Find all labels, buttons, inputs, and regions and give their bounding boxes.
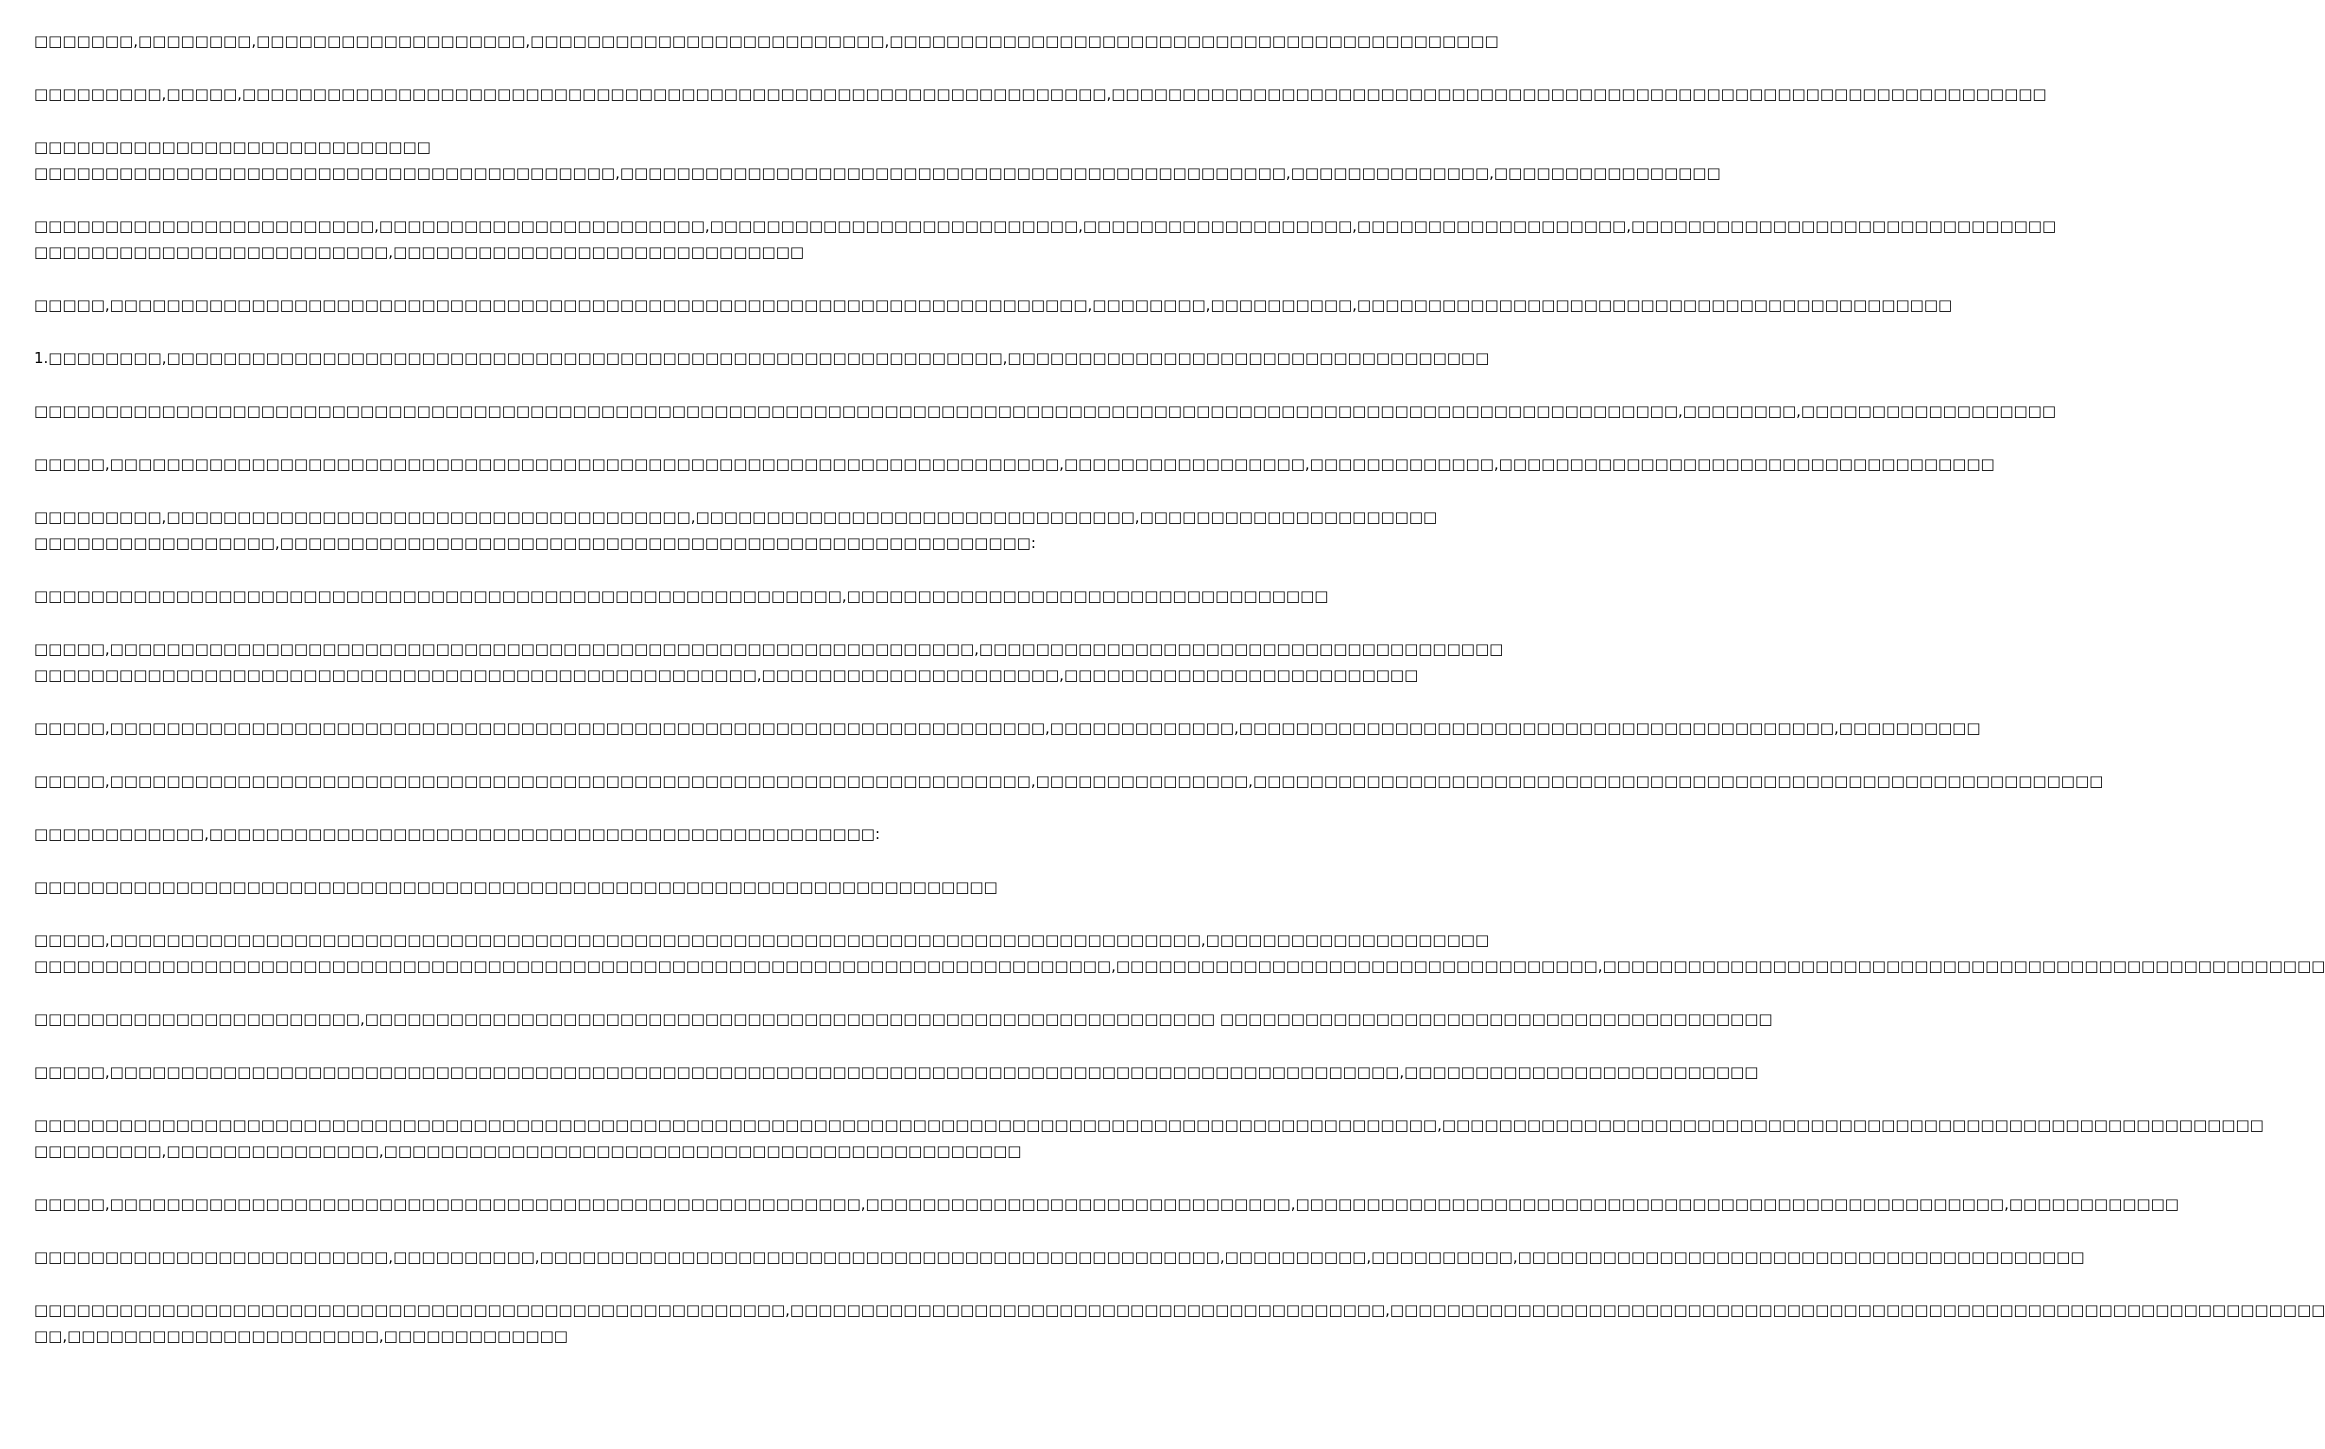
paragraph-line: □□□□□,□□□□□□□□□□□□□□□□□□□□□□□□□□□□□□□□□□□□□□□□□□□□□□□□□□□□□□□□□□□□□□□□□□□□□□□□□□□□□□□□□□□□□□□□□□□,□□□□□□□□□□□□□□□□□□□□□□□□□ [34,1063,1759,1081]
paragraph-line: □□□□□□□□□□□□□□□□□□□□□□□□□□□□□□□□□□□□□□□□□□□□□□□□□□□□□□□□□□□□□□□□□□□□□□□□□□□□□□□□□□□□□□□□□□□□□□□□□□□,□□□□□□□□□□□□□□□□□□□□□□□□□□□□□□□□□□□□□□□□□□□□□□□□□□□□□□□□□□ [34,1116,2264,1134]
paragraph-line: □□□□□□□□□□□□□□□□□□□□□□□,□□□□□□□□□□□□□□□□□□□□□□□□□□□□□□□□□□□□□□□□□□□□□□□□□□□□□□□□□□□□ □□□□□□□□□□□□□□□□□□□□□□□□□□□□□□□□□□□□□□□ [34,1010,1773,1028]
paragraph [34,1006,1773,1032]
paragraph-line: □□□□□□□□□□□□□□□□□□□□□□□□□□□□□□□□□□□□□□□□□□□□□□□□□□□□□□□□□□□□□□□□□□□□□□□□□□□□,□□□□□□□□□□□□□□□□□□□□□□□□□□□□□□□□□□,□□□□□□□□□□□□□□□□□□□□□□□□□□□□□□□□□□□□□□□□□□□□□□□□□□□ [34,957,2325,975]
paragraph [34,583,1329,609]
paragraph [34,636,1504,688]
document-body [34,28,2325,1376]
paragraph-line: □□□□□,□□□□□□□□□□□□□□□□□□□□□□□□□□□□□□□□□□□□□□□□□□□□□□□□□□□□□,□□□□□□□□□□□□□□□□□□□□□□□□□□□□□□,□□□□□□□□□□□□□□□□□□□□□□□□□□□□□□□□□□□□□□□□□□□□□□□□□□,□□□□□□□□□□□□ [34,1195,2179,1213]
paragraph-line: 1.□□□□□□□□,□□□□□□□□□□□□□□□□□□□□□□□□□□□□□□□□□□□□□□□□□□□□□□□□□□□□□□□□□□□,□□□□□□□□□□□□□□□□□□□□□□□□□□□□□□□□□□ [34,349,1490,367]
paragraph-line: □□□□□□□□□□□□□□□□□□□□□□□□,□□□□□□□□□□□□□□□□□□□□□□□,□□□□□□□□□□□□□□□□□□□□□□□□□□,□□□□□□□□□□□□□□□□□□□,□□□□□□□□□□□□□□□□□□□,□□□□□□□□□□□□□□□□□□□□□□□□□□□□□□ [34,217,2057,235]
paragraph [34,927,2325,979]
paragraph [34,213,2057,265]
paragraph [34,81,2047,107]
paragraph [34,1297,2325,1349]
paragraph [34,398,2057,424]
paragraph-line: □□□□□□□□□,□□□□□□□□□□□□□□□□□□□□□□□□□□□□□□□□□□□□□,□□□□□□□□□□□□□□□□□□□□□□□□□□□□□□□,□□□□□□□□□□□□□□□□□□□□□ [34,508,1438,526]
paragraph [34,504,1438,556]
paragraph-line: □□□□□□□□□□□□□□□□□,□□□□□□□□□□□□□□□□□□□□□□□□□□□□□□□□□□□□□□□□□□□□□□□□□□□□□: [34,534,1036,552]
paragraph [34,134,1721,186]
paragraph [34,292,1953,318]
paragraph-line: □□□□□□□□□□□□□□□□□□□□□□□□□□□□□□□□□□□□□□□□□□□□□□□□□□□□□□□□□□□□□□□□□□□□□□□□□□□□□□□□□□□□□□□□□□□□□□□□□□□□□□□□□□□□□□□□□□□□,□□□□□□□□,□□□□□□□□□□□□□□□□□□ [34,402,2057,420]
paragraph [34,1059,1759,1085]
paragraph [34,715,1981,741]
paragraph [34,821,990,847]
paragraph [34,345,1490,371]
paragraph [34,1244,2085,1270]
paragraph-line: □□,□□□□□□□□□□□□□□□□□□□□□□,□□□□□□□□□□□□□ [34,1327,568,1345]
paragraph [34,451,1995,477]
paragraph [34,28,1499,54]
paragraph-line: □□□□□□□□□□□□□□□□□□□□□□□□□□□□□□□□□□□□□□□□□,□□□□□□□□□□□□□□□□□□□□□□□□□□□□□□□□□□□□□□□□□□□□□□□,□□□□□□□□□□□□□□,□□□□□□□□□□□□□□□□ [34,164,1721,182]
paragraph-line: □□□□□□□□□,□□□□□□□□□□□□□□□,□□□□□□□□□□□□□□□□□□□□□□□□□□□□□□□□□□□□□□□□□□□□□ [34,1142,1022,1160]
paragraph-line: □□□□□□□□□□□□□□□□□□□□□□□□□□□□□□□□□□□□□□□□□□□□□□□□□□□□□□□□□,□□□□□□□□□□□□□□□□□□□□□□□□□□□□□□□□□□ [34,587,1329,605]
paragraph-line: □□□□□□□□□□□□□□□□□□□□□□□□□□□□ [34,138,431,156]
paragraph-line: □□□□□,□□□□□□□□□□□□□□□□□□□□□□□□□□□□□□□□□□□□□□□□□□□□□□□□□□□□□□□□□□□□□□□□□□,□□□□□□□□□□□□□,□□□□□□□□□□□□□□□□□□□□□□□□□□□□□□□□□□□□□□□□□□,□□□□□□□□□□ [34,719,1981,737]
paragraph-line: □□□□□□□□□□□□,□□□□□□□□□□□□□□□□□□□□□□□□□□□□□□□□□□□□□□□□□□□□□□□: [34,825,880,843]
paragraph [34,874,998,900]
paragraph-line: □□□□□□□□□□□□□□□□□□□□□□□□□,□□□□□□□□□□□□□□□□□□□□□□□□□□□□□ [34,243,805,261]
paragraph [34,1112,2264,1164]
paragraph-line: □□□□□□□□□□□□□□□□□□□□□□□□□,□□□□□□□□□□,□□□□□□□□□□□□□□□□□□□□□□□□□□□□□□□□□□□□□□□□□□□□□□□□,□□□□□□□□□□,□□□□□□□□□□,□□□□□□□□□□□□□□□□□□□□□□□□□□□□□□□□□□□□□□□□ [34,1248,2085,1266]
paragraph-line: □□□□□□□□□,□□□□□,□□□□□□□□□□□□□□□□□□□□□□□□□□□□□□□□□□□□□□□□□□□□□□□□□□□□□□□□□□□□□,□□□□□□□□□□□□□□□□□□□□□□□□□□□□□□□□□□□□□□□□□□□□□□□□□□□□□□□□□□□□□□□□□□ [34,85,2047,103]
paragraph-line: □□□□□□□,□□□□□□□□,□□□□□□□□□□□□□□□□□□□,□□□□□□□□□□□□□□□□□□□□□□□□□,□□□□□□□□□□□□□□□□□□□□□□□□□□□□□□□□□□□□□□□□□□□ [34,32,1499,50]
paragraph-line: □□□□□□□□□□□□□□□□□□□□□□□□□□□□□□□□□□□□□□□□□□□□□□□□□□□□□,□□□□□□□□□□□□□□□□□□□□□□□□□□□□□□□□□□□□□□□□□□,□□□□□□□□□□□□□□□□□□□□□□□□□□□□□□□□□□□□□□□□□□□□□□□□□□□□□□□□□□□□□□□□□□ [34,1301,2325,1319]
paragraph-line: □□□□□,□□□□□□□□□□□□□□□□□□□□□□□□□□□□□□□□□□□□□□□□□□□□□□□□□□□□□□□□□□□□□,□□□□□□□□□□□□□□□□□□□□□□□□□□□□□□□□□□□□□ [34,640,1504,658]
paragraph [34,768,2104,794]
paragraph-line: □□□□□,□□□□□□□□□□□□□□□□□□□□□□□□□□□□□□□□□□□□□□□□□□□□□□□□□□□□□□□□□□□□□□□□□□□□□,□□□□□□□□,□□□□□□□□□□,□□□□□□□□□□□□□□□□□□□□□□□□□□□□□□□□□□□□□□□□□□ [34,296,1953,314]
paragraph-line: □□□□□,□□□□□□□□□□□□□□□□□□□□□□□□□□□□□□□□□□□□□□□□□□□□□□□□□□□□□□□□□□□□□□□□□□□□□□□□□□□□□,□□□□□□□□□□□□□□□□□□□□ [34,931,1490,949]
paragraph-line: □□□□□,□□□□□□□□□□□□□□□□□□□□□□□□□□□□□□□□□□□□□□□□□□□□□□□□□□□□□□□□□□□□□□□□□□□,□□□□□□□□□□□□□□□□□,□□□□□□□□□□□□□,□□□□□□□□□□□□□□□□□□□□□□□□□□□□□□□□□□□ [34,455,1995,473]
paragraph-line: □□□□□□□□□□□□□□□□□□□□□□□□□□□□□□□□□□□□□□□□□□□□□□□□□□□□□□□□□□□□□□□□□□□□ [34,878,998,896]
paragraph [34,1191,2179,1217]
paragraph-line: □□□□□□□□□□□□□□□□□□□□□□□□□□□□□□□□□□□□□□□□□□□□□□□□□□□,□□□□□□□□□□□□□□□□□□□□□,□□□□□□□□□□□□□□□□□□□□□□□□□ [34,666,1419,684]
paragraph-line: □□□□□,□□□□□□□□□□□□□□□□□□□□□□□□□□□□□□□□□□□□□□□□□□□□□□□□□□□□□□□□□□□□□□□□□,□□□□□□□□□□□□□□□,□□□□□□□□□□□□□□□□□□□□□□□□□□□□□□□□□□□□□□□□□□□□□□□□□□□□□□□□□□□□ [34,772,2104,790]
